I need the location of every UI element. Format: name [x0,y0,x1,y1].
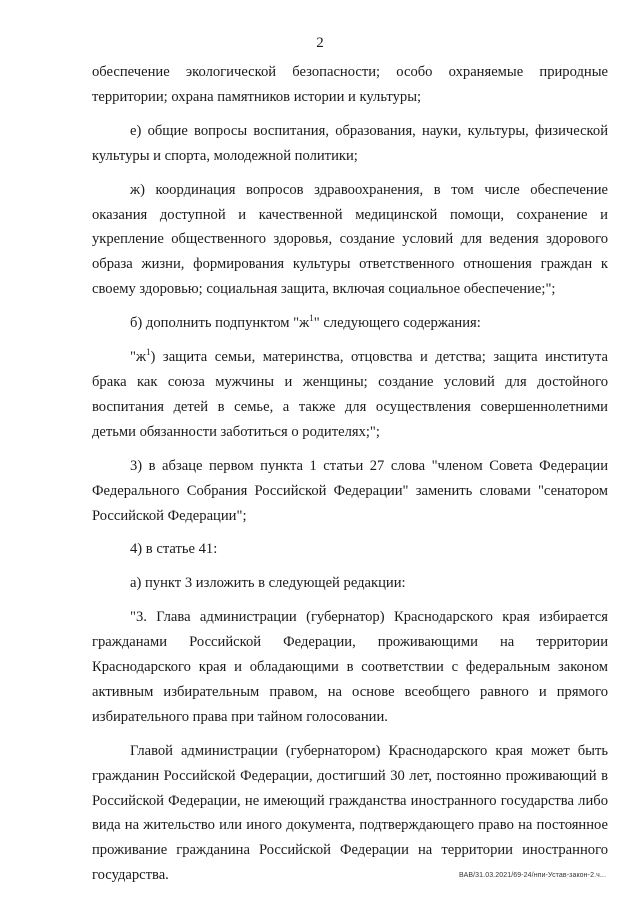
paragraph-text: " следующего содержания: [313,315,481,332]
paragraph-continuation: обеспечение экологической безопасности; особо охраняемые природные территории; охрана памятников истории и культуры; [92,64,608,105]
page-number: 2 [316,35,324,51]
paragraph-point-3: "3. Глава администрации (губернатор) Краснодарского края избирается гражданами Российской Федерации, проживающими на территории Краснодарского края и обладающими в соответствии с федеральным законом активным избирательным правом, на основе всеобщего равного и прямого избирательного права при тайном голосовании. [92,609,608,725]
paragraph-text: б) дополнить подпунктом "ж [130,315,310,332]
superscript-index: 1 [309,313,314,324]
paragraph-subitem-zh: ж) координация вопросов здравоохранения, в том числе обеспечение оказания доступной и качественной медицинской помощи, сохранение и укрепление общественного здоровья, создание условий для ведения здорового образа жизни, формирования культуры ответственного отношения граждан к своему здоровью; социальная защита, включая социальное обеспечение;"; [92,181,608,298]
paragraph-subitem-zh1 [92,345,608,445]
paragraph-subitem-a: а) пункт 3 изложить в следующей редакции: [130,575,406,592]
paragraph-governor-eligibility: Главой администрации (губернатором) Краснодарского края может быть гражданин Российской Федерации, достигший 30 лет, постоянно проживающий в Российской Федерации, не имеющий гражданства иностранного государства либо вида на жительство или иного документа, подтверждающего право на постоянное проживание гражданина Российской Федерации на территории иностранного государства. [92,742,608,884]
paragraph-item-3: 3) в абзаце первом пункта 1 статьи 27 слова "членом Совета Федерации Федерального Собрания Российской Федерации" заменить словами "сенатором Российской Федерации"; [92,457,608,524]
paragraph-add-subitem [92,311,608,336]
paragraph-text: "ж [130,349,147,366]
superscript-index: 1 [146,347,151,358]
file-code: ВАВ/31.03.2021/69-24/нпи-Устав-закон-2.ч... [459,872,606,879]
paragraph-text: ) защита семьи, материнства, отцовства и детства; защита института брака как союза мужчины и женщины; создание условий для достойного воспитания детей в семье, а также для осуществления совершеннолетними детьми обязанности заботиться о родителях;"; [92,349,608,440]
paragraph-subitem-e: е) общие вопросы воспитания, образования, науки, культуры, физической культуры и спорта, молодежной политики; [92,122,608,164]
document-body [92,60,608,888]
paragraph-item-4: 4) в статье 41: [130,541,218,558]
